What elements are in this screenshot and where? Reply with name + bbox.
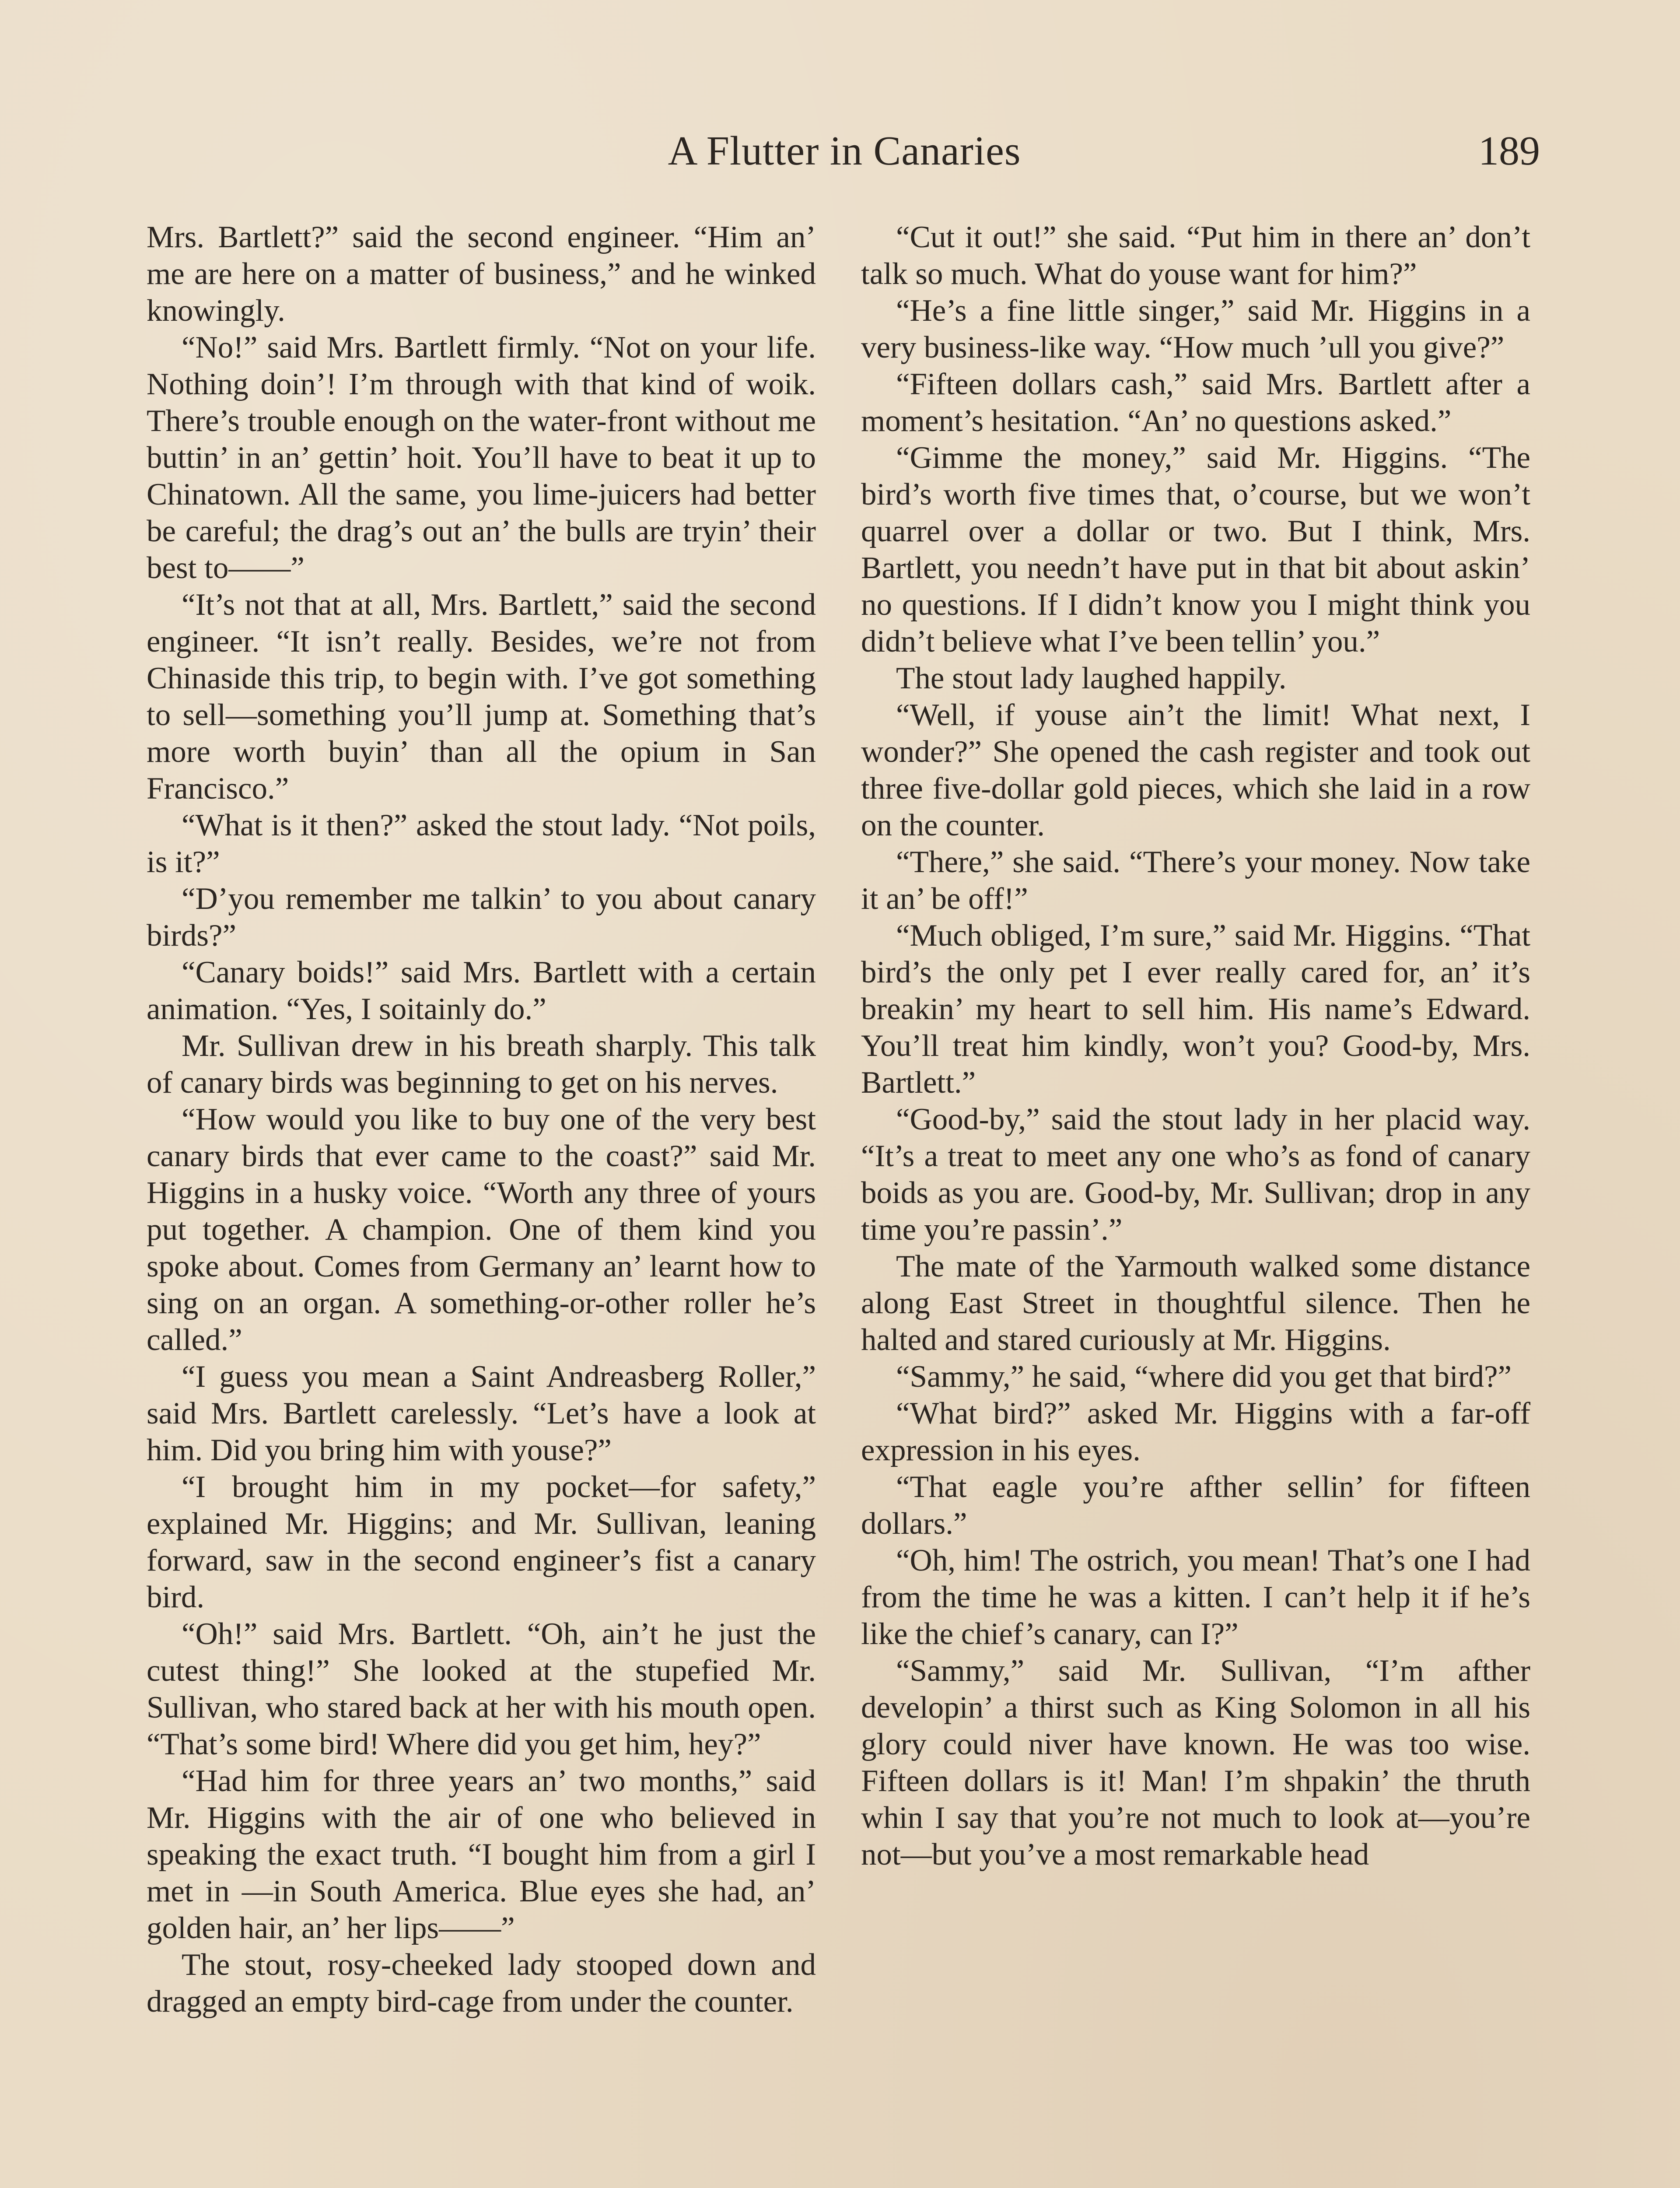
- paragraph: “It’s not that at all, Mrs. Bartlett,” said the second engineer. “It isn’t really. Besides, we’re not from Chinaside this trip, to begin with. I’ve got something to sell—something you’ll jump at. Something that’s more worth buyin’ than all the opium in San Francisco.”: [147, 588, 816, 806]
- paragraph: “I guess you mean a Saint Andreasberg Roller,” said Mrs. Bartlett carelessly. “Let’s have a look at him. Did you bring him with youse?”: [147, 1360, 816, 1467]
- paragraph: “Gimme the money,” said Mr. Higgins. “The bird’s worth five times that, o’course, but we won’t quarrel over a dollar or two. But I think, Mrs. Bartlett, you needn’t have put in that bit about askin’ no questions. If I didn’t know you I might think you didn’t believe what I’ve been tellin’ you.”: [861, 441, 1530, 659]
- page-number: 189: [1478, 128, 1540, 174]
- paragraph: “Much obliged, I’m sure,” said Mr. Higgins. “That bird’s the only pet I ever really cared for, an’ it’s breakin’ my heart to sell him. His name’s Edward. You’ll treat him kindly, won’t you? Good-by, Mrs. Bartlett.”: [861, 919, 1530, 1100]
- paragraph: “There,” she said. “There’s your money. Now take it an’ be off!”: [861, 845, 1530, 916]
- paragraph: “Sammy,” said Mr. Sullivan, “I’m afther developin’ a thirst such as King Solomon in all his glory could niver have known. He was too wise. Fifteen dollars is it! Man! I’m shpakin’ the thruth whin I say that you’re not much to look at—you’re not—but you’ve a most remarkable head: [861, 1654, 1530, 1872]
- paragraph: “Oh!” said Mrs. Bartlett. “Oh, ain’t he just the cutest thing!” She looked at the stupefied Mr. Sullivan, who stared back at her with his mouth open. “That’s some bird! Where did you get him, hey?”: [147, 1617, 816, 1761]
- paragraph: “Had him for three years an’ two months,” said Mr. Higgins with the air of one who believed in speaking the exact truth. “I bought him from a girl I met in —in South America. Blue eyes she had, an’ golden hair, an’ her lips——”: [147, 1764, 816, 1945]
- paragraph: “I brought him in my pocket—for safety,” explained Mr. Higgins; and Mr. Sullivan, leaning forward, saw in the second engineer’s fist a canary bird.: [147, 1470, 816, 1614]
- paragraph: “That eagle you’re afther sellin’ for fifteen dollars.”: [861, 1470, 1530, 1541]
- paragraph: The stout lady laughed happily.: [896, 661, 1287, 695]
- paragraph: Mr. Sullivan drew in his breath sharply. This talk of canary birds was beginning to get on his nerves.: [147, 1029, 816, 1100]
- paragraph: “He’s a fine little singer,” said Mr. Higgins in a very business-like way. “How much ’ull you give?”: [861, 294, 1530, 365]
- paragraph: The mate of the Yarmouth walked some distance along East Street in thoughtful silence. Then he halted and stared curiously at Mr. Higgins.: [861, 1249, 1530, 1357]
- paragraph: “Fifteen dollars cash,” said Mrs. Bartlett after a moment’s hesitation. “An’ no questions asked.”: [861, 367, 1530, 438]
- paragraph: The stout, rosy-cheeked lady stooped down and dragged an empty bird-cage from under the counter.: [147, 1948, 816, 2019]
- paragraph: “Sammy,” he said, “where did you get that bird?”: [896, 1360, 1512, 1394]
- paragraph: “How would you like to buy one of the very best canary birds that ever came to the coast?” said Mr. Higgins in a husky voice. “Worth any three of yours put together. A champion. One of them kind you spoke about. Comes from Germany an’ learnt how to sing on an organ. A something-or-other roller he’s called.”: [147, 1102, 816, 1357]
- paragraph: “No!” said Mrs. Bartlett firmly. “Not on your life. Nothing doin’! I’m through with that kind of woik. There’s trouble enough on the water-front without me buttin’ in an’ gettin’ hoit. You’ll have to beat it up to Chinatown. All the same, you lime-juicers had better be careful; the drag’s out an’ the bulls are tryin’ their best to——”: [147, 330, 816, 585]
- left-column: [147, 219, 816, 2020]
- paragraph: “What bird?” asked Mr. Higgins with a far-off expression in his eyes.: [861, 1396, 1530, 1467]
- paragraph: “Canary boids!” said Mrs. Bartlett with a certain animation. “Yes, I soitainly do.”: [147, 955, 816, 1026]
- chapter-title: A Flutter in Canaries: [668, 128, 1021, 174]
- paragraph: “Well, if youse ain’t the limit! What next, I wonder?” She opened the cash register and took out three five-dollar gold pieces, which she laid in a row on the counter.: [861, 698, 1530, 842]
- running-head: [149, 125, 1540, 177]
- paragraph: Mrs. Bartlett?” said the second engineer. “Him an’ me are here on a matter of business,” and he winked knowingly.: [147, 220, 816, 328]
- paragraph: “D’you remember me talkin’ to you about canary birds?”: [147, 882, 816, 953]
- paragraph: “Cut it out!” she said. “Put him in there an’ don’t talk so much. What do youse want for him?”: [861, 220, 1530, 291]
- paragraph: “Good-by,” said the stout lady in her placid way. “It’s a treat to meet any one who’s as fond of canary boids as you are. Good-by, Mr. Sullivan; drop in any time you’re passin’.”: [861, 1102, 1530, 1247]
- right-column: [861, 219, 1530, 1873]
- paragraph: “What is it then?” asked the stout lady. “Not poils, is it?”: [147, 808, 816, 879]
- paragraph: “Oh, him! The ostrich, you mean! That’s one I had from the time he was a kitten. I can’t help it if he’s like the chief’s canary, can I?”: [861, 1543, 1530, 1651]
